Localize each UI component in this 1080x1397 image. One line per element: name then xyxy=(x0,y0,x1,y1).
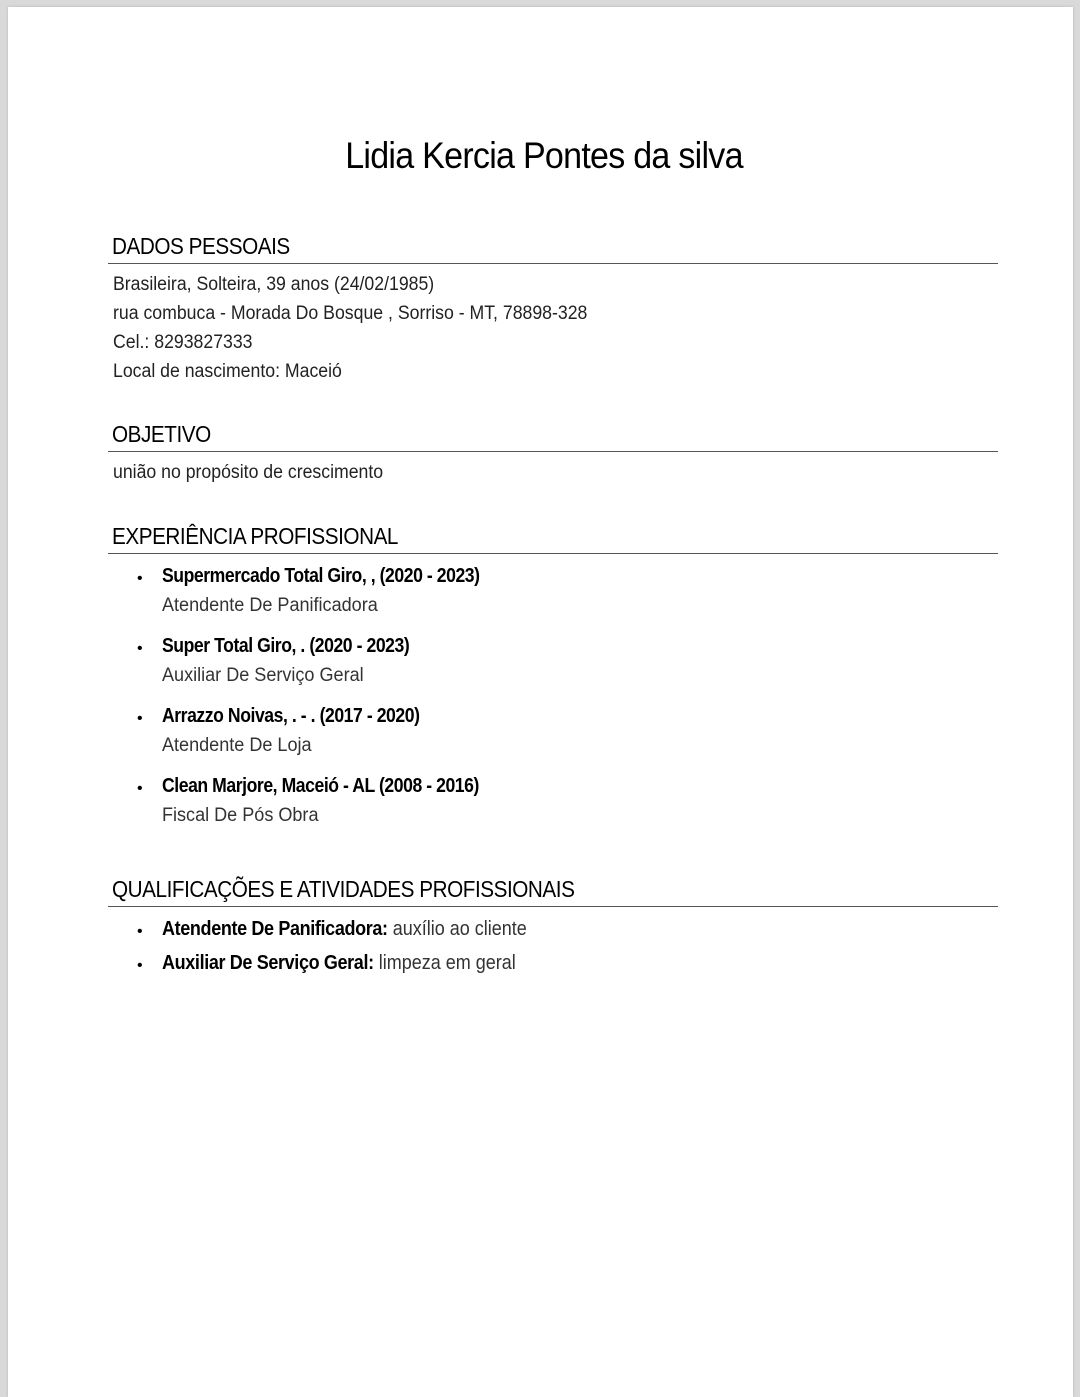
bullet-icon: • xyxy=(137,780,143,797)
section-title-qualifications: QUALIFICAÇÕES E ATIVIDADES PROFISSIONAIS xyxy=(112,876,575,902)
experience-role: Atendente De Panificadora xyxy=(162,595,378,616)
section-divider xyxy=(108,263,998,264)
section-title-personal: DADOS PESSOAIS xyxy=(112,233,290,259)
experience-company: Super Total Giro, . (2020 - 2023) xyxy=(162,635,410,657)
section-divider xyxy=(108,451,998,452)
resume-name: Lidia Kercia Pontes da silva xyxy=(345,135,743,176)
experience-role: Atendente De Loja xyxy=(162,735,312,756)
section-title-experience: EXPERIÊNCIA PROFISSIONAL xyxy=(112,523,398,549)
bullet-icon: • xyxy=(137,710,143,727)
qualification-description: limpeza em geral xyxy=(378,952,516,974)
experience-company: Clean Marjore, Maceió - AL (2008 - 2016) xyxy=(162,775,479,797)
personal-line-birthplace: Local de nascimento: Maceió xyxy=(113,361,342,382)
resume-page xyxy=(8,7,1073,1397)
objective-text: união no propósito de crescimento xyxy=(113,462,384,483)
section-divider xyxy=(108,906,998,907)
personal-line-phone: Cel.: 8293827333 xyxy=(113,332,253,353)
section-title-objective: OBJETIVO xyxy=(112,421,211,447)
bullet-icon: • xyxy=(137,570,143,587)
qualification-label: Atendente De Panificadora: xyxy=(162,918,388,940)
section-divider xyxy=(108,553,998,554)
experience-role: Auxiliar De Serviço Geral xyxy=(162,665,364,686)
bullet-icon: • xyxy=(137,957,143,974)
experience-company: Arrazzo Noivas, . - . (2017 - 2020) xyxy=(162,705,420,727)
bullet-icon: • xyxy=(137,923,143,940)
bullet-icon: • xyxy=(137,640,143,657)
qualification-description: auxílio ao cliente xyxy=(392,918,527,940)
personal-line-nationality: Brasileira, Solteira, 39 anos (24/02/1985) xyxy=(113,274,435,295)
personal-line-address: rua combuca - Morada Do Bosque , Sorriso - MT, 78898-328 xyxy=(113,303,588,324)
experience-role: Fiscal De Pós Obra xyxy=(162,805,319,826)
experience-company: Supermercado Total Giro, , (2020 - 2023) xyxy=(162,565,480,587)
qualification-label: Auxiliar De Serviço Geral: xyxy=(162,952,374,974)
